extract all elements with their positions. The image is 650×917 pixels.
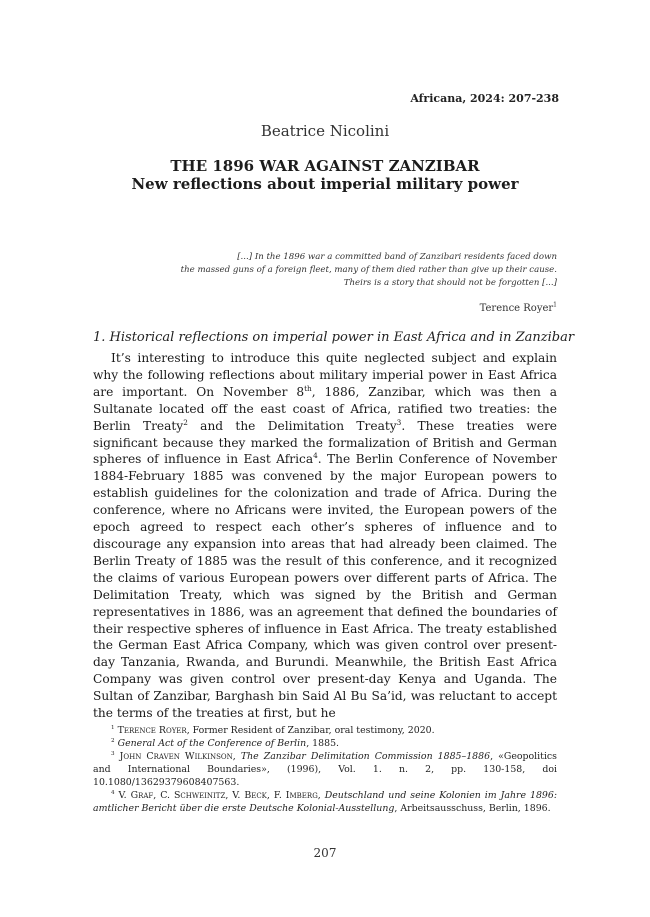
body-text: . The Berlin Conference of November 1884-February 1885 was convened by the major European powers to establish guidelines for the colonization and trade of Africa. During the conference, where no Africans were invited, the European powers of the epoch agreed to respect each other’s spheres of influence and to discourage any expansion into areas that had already been claimed. The Berlin Treaty of 1885 was the result of this conference, and it recognized the claims of various European powers over different parts of Africa. The Delimitation Treaty, which was signed by the British and German representatives in 1886, was an agreement that defined the boundaries of their respective spheres of influence in East Africa. The treaty established the German East Africa Company, which was given control over present-day Tanzania, Rwanda, and Burundi. Meanwhile, the British East Africa Company was given control over present-day Kenya and Uganda. The Sultan of Zanzibar, Barghash bin Said Al Bu Sa’id, was reluctant to accept the terms of the treaties at first, but he	[93, 452, 557, 721]
epigraph-line: the massed guns of a foreign fleet, many of them died rather than give up their cause.	[180, 265, 557, 275]
author-name: Beatrice Nicolini	[260, 122, 390, 140]
footnote-text: ,	[232, 751, 241, 762]
epigraph-line: Theirs is a story that should not be forgotten [...]	[343, 278, 557, 288]
article-title-block	[0, 157, 650, 193]
footnote-ref: 3	[396, 417, 402, 427]
footnote-text: ,	[317, 790, 325, 801]
epigraph-author-name: Terence Royer	[479, 303, 554, 314]
footnote-ref: 4	[313, 451, 318, 461]
body-text: and the Delimitation Treaty	[187, 418, 397, 433]
footnote-ref: 1	[553, 301, 557, 309]
footnote	[93, 750, 557, 789]
footnote-ref: 2	[183, 417, 188, 427]
body-text: It’s interesting to introduce this quite neglected subject and explain why the following reflections about military imperial power in East Africa are important. On November 8	[93, 351, 557, 399]
body-text: . These treaties were significant because they marked the formalization of British and German spheres of influence in East Africa	[93, 418, 557, 467]
footnote-text: , 1885.	[306, 738, 340, 749]
article-subtitle: New reflections about imperial military power	[131, 175, 519, 193]
footnote	[93, 789, 557, 815]
footnote-number: 3	[111, 750, 115, 757]
epigraph	[177, 251, 557, 290]
epigraph-author	[480, 303, 557, 314]
footnote-author: John Craven Wilkinson	[119, 751, 233, 762]
footnote	[93, 724, 557, 737]
footnote-text: , Arbeitsausschuss, Berlin, 1896.	[394, 803, 551, 814]
footnote-title: Deutschland und seine Kolonien im Jahre 1896: amtlicher Bericht über die erste Deutsche Kolonial-Ausstellung	[93, 790, 558, 814]
ordinal-suffix: th	[304, 383, 312, 393]
footnotes	[93, 724, 557, 815]
footnote-text: , Former Resident of Zanzibar, oral testimony, 2020.	[186, 725, 435, 736]
footnote-number: 2	[111, 737, 115, 744]
footnote-author: V. Graf, C. Schweinitz, V. Beck, F. Imberg	[118, 790, 318, 801]
journal-citation: Africana, 2024: 207-238	[410, 92, 559, 105]
footnote-text: , «Geopolitics and International Boundaries», (1996), Vol. 1. n. 2, pp. 130-158, doi 10.1080/13629379608407563.	[93, 751, 557, 788]
epigraph-line: [...] In the 1896 war a committed band of Zanzibari residents faced down	[237, 252, 557, 262]
page-number: 207	[313, 846, 337, 860]
footnote-title: General Act of the Conference of Berlin	[117, 738, 307, 749]
footnote	[93, 737, 557, 750]
section-heading: 1. Historical reflections on imperial power in East Africa and in Zanzibar	[93, 330, 575, 345]
article-title: THE 1896 WAR AGAINST ZANZIBAR	[170, 157, 480, 175]
footnote-number: 4	[111, 789, 115, 796]
footnote-number: 1	[111, 724, 115, 731]
footnote-author: Terence Royer	[117, 725, 187, 736]
body-paragraph	[93, 350, 557, 722]
footnote-title: The Zanzibar Delimitation Commission 1885–1886	[240, 751, 491, 762]
body-text: , 1886, Zanzibar, which was then a Sultanate located off the east coast of Africa, ratified two treaties: the Berlin Treaty	[93, 384, 557, 433]
